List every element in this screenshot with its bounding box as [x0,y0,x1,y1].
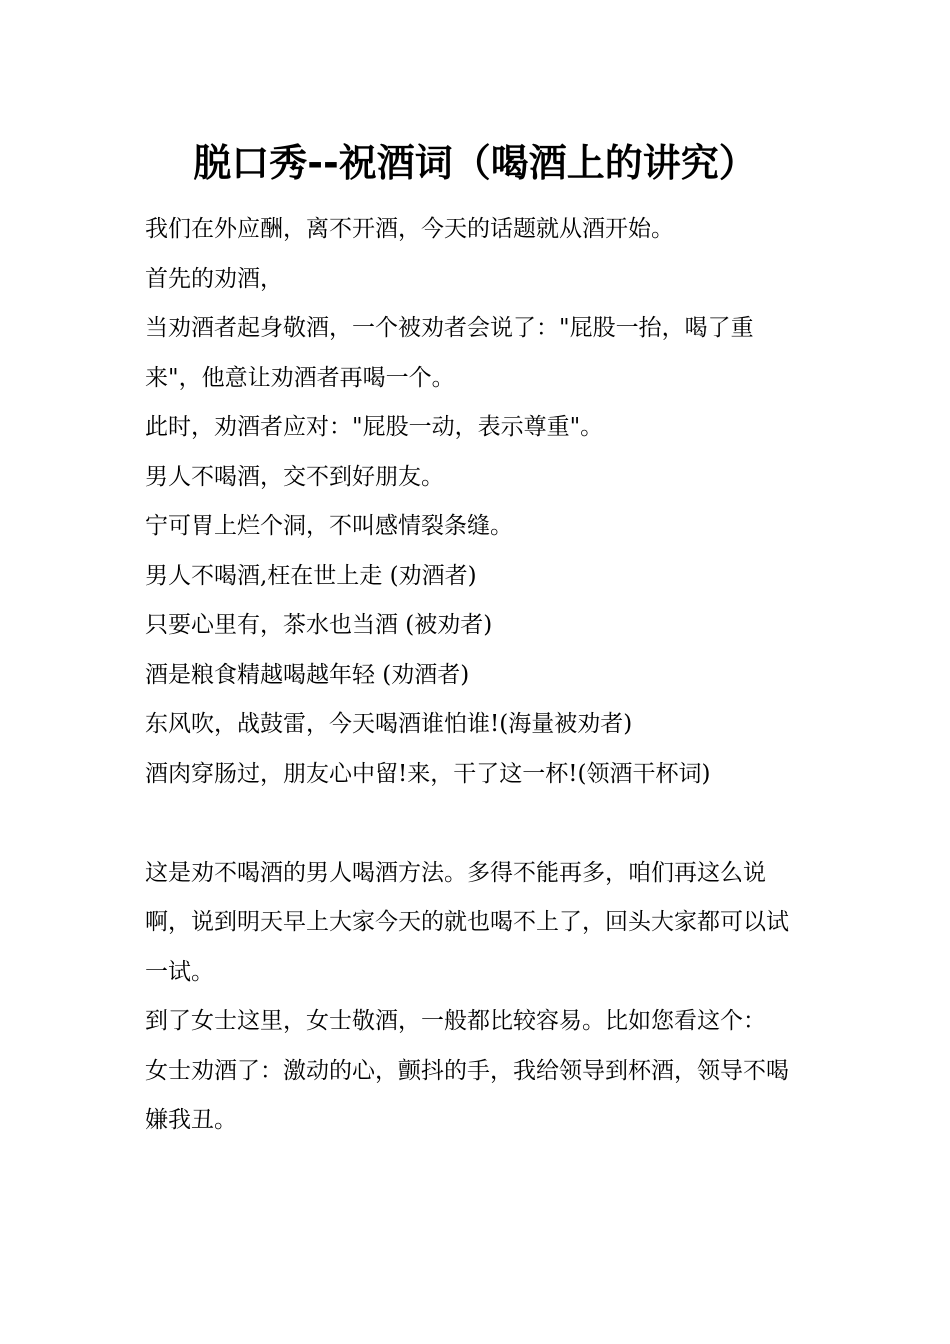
paragraph: 酒是粮食精越喝越年轻 (劝酒者) [145,661,470,688]
paragraph: 女士劝酒了：激动的心，颤抖的手，我给领导到杯酒，领导不喝嫌我丑。 [145,1057,789,1133]
document-title: 脱口秀--祝酒词（喝酒上的讲究） [193,141,757,185]
paragraph: 酒肉穿肠过，朋友心中留!来，干了这一杯!(领酒干杯词) [145,760,711,787]
paragraph: 首先的劝酒， [145,265,283,292]
paragraph: 东风吹，战鼓雷，今天喝酒谁怕谁!(海量被劝者) [145,711,633,737]
paragraph: 到了女士这里，女士敬酒，一般都比较容易。比如您看这个： [145,1008,766,1034]
paragraph: 我们在外应酬，离不开酒，今天的话题就从酒开始。 [145,216,674,242]
document-body [145,205,810,1146]
paragraph: 男人不喝酒，交不到好朋友。 [145,463,444,490]
paragraph: 这是劝不喝酒的男人喝酒方法。多得不能再多，咱们再这么说啊，说到明天早上大家今天的就也喝不上了，回头大家都可以试一试。 [145,859,789,985]
blank-line [145,799,810,849]
paragraph: 宁可胃上烂个洞，不叫感情裂条缝。 [145,513,513,539]
paragraph: 男人不喝酒,枉在世上走 (劝酒者) [145,562,477,589]
paragraph: 只要心里有，茶水也当酒 (被劝者) [145,612,493,638]
paragraph: 此时，劝酒者应对："屁股一动，表示尊重"。 [145,414,604,440]
paragraph: 当劝酒者起身敬酒，一个被劝者会说了："屁股一抬，喝了重来"，他意让劝酒者再喝一个。 [145,315,754,391]
